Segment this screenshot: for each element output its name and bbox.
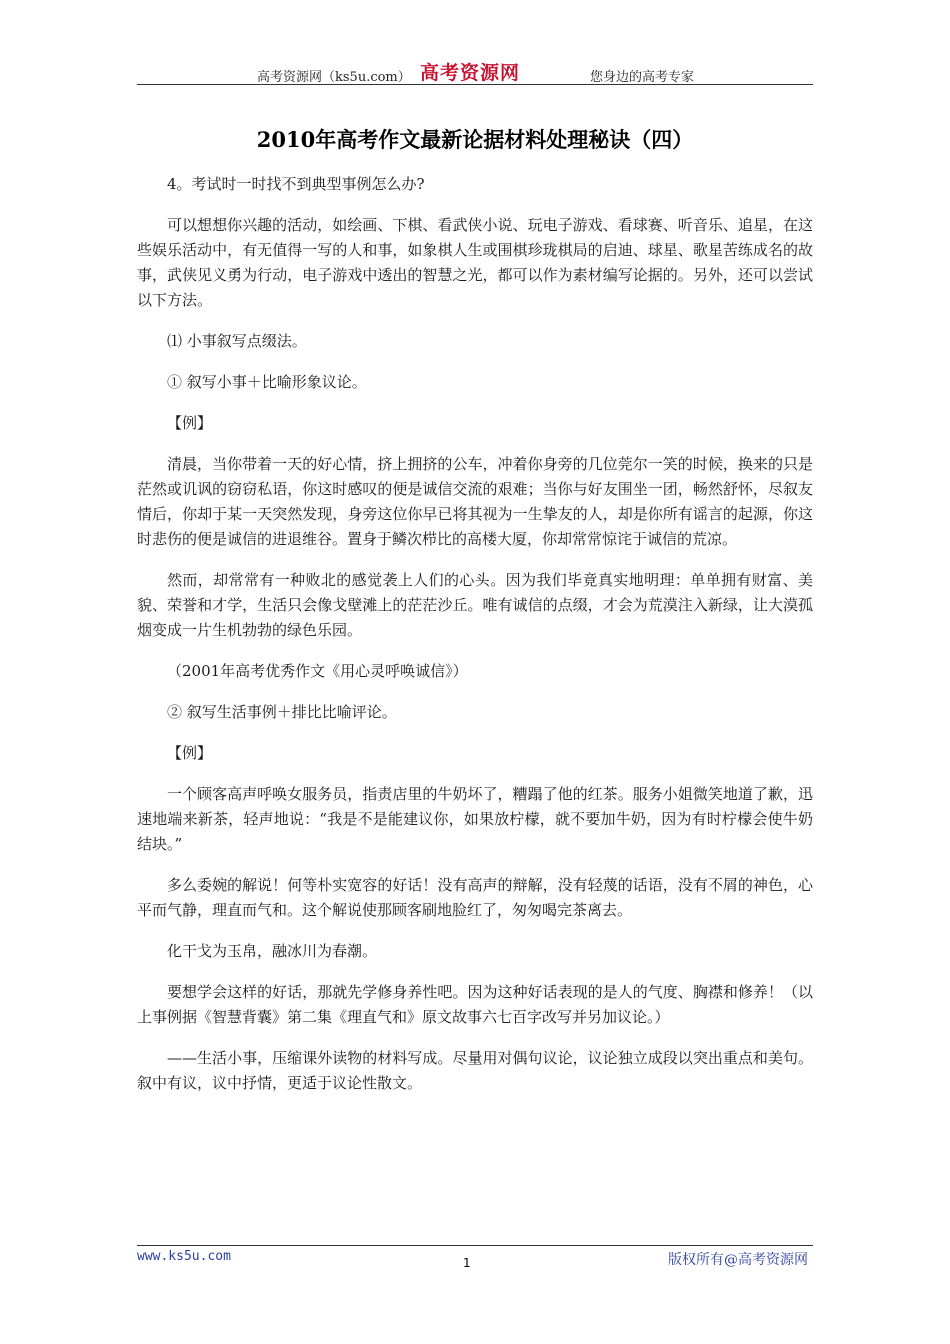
footer-copyright: 版权所有@高考资源网 [668, 1252, 808, 1268]
paragraph: 可以想想你兴趣的活动，如绘画、下棋、看武侠小说、玩电子游戏、看球赛、听音乐、追星，在这些娱乐活动中，有无值得一写的人和事，如象棋人生或围棋珍珑棋局的启迪、球星、歌星苦练成名的故事，武侠见义勇为行动，电子游戏中透出的智慧之光，都可以作为素材编写论据的。另外，还可以尝试以下方法。 [137, 216, 813, 309]
header-divider [137, 84, 813, 85]
header-site-name: 高考资源网（ks5u.com） [257, 70, 411, 85]
header-slogan: 您身边的高考专家 [590, 70, 695, 85]
paragraph: ② 叙写生活事例＋排比比喻评论。 [167, 703, 397, 721]
header-logo: 高考资源网 [420, 62, 521, 84]
source-citation: （2001年高考优秀作文《用心灵呼唤诚信》） [167, 662, 468, 680]
example-label: 【例】 [167, 744, 213, 762]
paragraph: 然而，却常常有一种败北的感觉袭上人们的心头。因为我们毕竟真实地明理：单单拥有财富、美貌、荣誉和才学，生活只会像戈壁滩上的茫茫沙丘。唯有诚信的点缀，才会为荒漠注入新绿，让大漠孤烟变成一片生机勃勃的绿色乐园。 [137, 571, 813, 639]
paragraph: ——生活小事，压缩课外读物的材料写成。尽量用对偶句议论，议论独立成段以突出重点和美句。叙中有议，议中抒情，更适于议论性散文。 [137, 1049, 813, 1092]
example-label: 【例】 [167, 414, 213, 432]
page-number: 1 [463, 1256, 471, 1270]
paragraph: ⑴ 小事叙写点缀法。 [167, 332, 307, 350]
footer-website-link[interactable]: www.ks5u.com [137, 1249, 231, 1264]
paragraph: ① 叙写小事＋比喻形象议论。 [167, 373, 367, 391]
paragraph: 清晨，当你带着一天的好心情，挤上拥挤的公车，冲着你身旁的几位莞尔一笑的时候，换来的只是茫然或讥讽的窃窃私语，你这时感叹的便是诚信交流的艰难；当你与好友围坐一团，畅然舒怀，尽叙友情后，你却于某一天突然发现，身旁这位你早已将其视为一生挚友的人，却是你所有谣言的起源，你这时悲伤的便是诚信的进退维谷。置身于鳞次栉比的高楼大厦，你却常常惊诧于诚信的荒凉。 [137, 455, 813, 548]
paragraph: 4。考试时一时找不到典型事例怎么办? [167, 175, 425, 193]
page-header [137, 58, 813, 84]
document-body [137, 172, 813, 1096]
paragraph: 多么委婉的解说！何等朴实宽容的好话！没有高声的辩解，没有轻蔑的话语，没有不屑的神色，心平而气静，理直而气和。这个解说使那顾客刷地脸红了，匆匆喝完茶离去。 [137, 876, 813, 919]
footer-divider [137, 1245, 813, 1246]
paragraph: 要想学会这样的好话，那就先学修身养性吧。因为这种好话表现的是人的气度、胸襟和修养！（以上事例据《智慧背囊》第二集《理直气和》原文故事六七百字改写并另加议论。） [137, 983, 813, 1026]
paragraph: 一个顾客高声呼唤女服务员，指责店里的牛奶坏了，糟蹋了他的红茶。服务小姐微笑地道了歉，迅速地端来新茶，轻声地说：“我是不是能建议你，如果放柠檬，就不要加牛奶，因为有时柠檬会使牛奶结块。” [137, 785, 813, 853]
document-title: 2010年高考作文最新论据材料处理秘诀（四） [256, 127, 694, 152]
paragraph: 化干戈为玉帛，融冰川为春潮。 [167, 942, 378, 960]
